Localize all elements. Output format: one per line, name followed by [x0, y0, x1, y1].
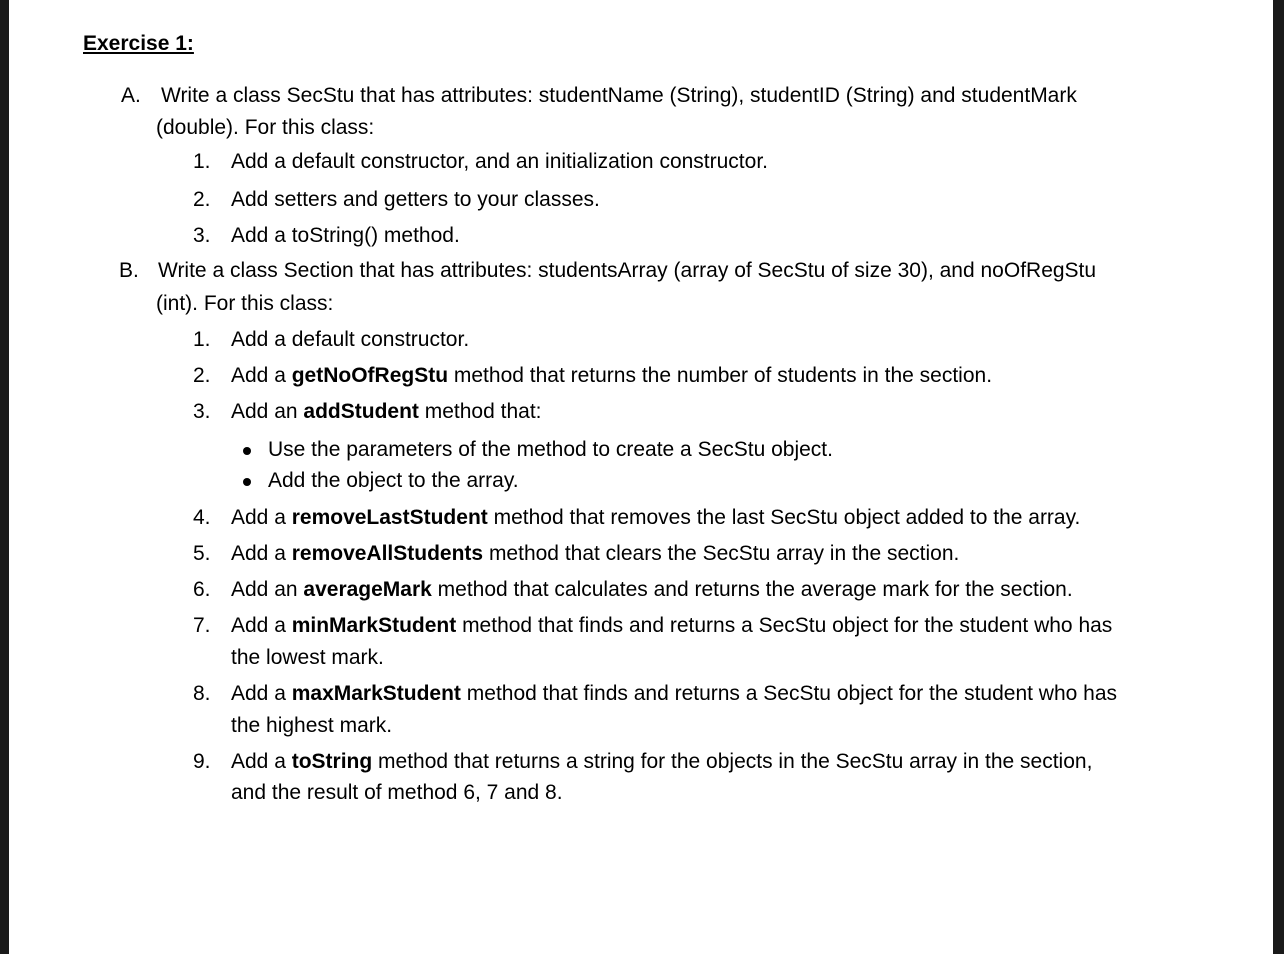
part-a-item-3: Add a toString() method. — [231, 224, 460, 247]
part-b-line-2: (int). For this class: — [156, 292, 334, 315]
part-a-line-2: (double). For this class: — [156, 116, 375, 139]
method-name-maxMarkStudent: maxMarkStudent — [291, 682, 461, 705]
part-b-item-3: Add an addStudent method that: — [231, 400, 542, 423]
part-a-item-1-num: 1. — [193, 150, 211, 173]
part-a-line-1: Write a class SecStu that has attributes: studentName (String), studentID (String) and studentMark — [161, 84, 1077, 107]
bullet-item-2: Add the object to the array. — [268, 469, 519, 492]
part-b-item-9-cont: and the result of method 6, 7 and 8. — [231, 781, 563, 804]
part-b-item-8-cont: the highest mark. — [231, 714, 393, 737]
document-page — [9, 0, 1273, 954]
part-a-marker: A. — [121, 84, 141, 107]
part-a-item-2-num: 2. — [193, 188, 211, 211]
part-a-item-2: Add setters and getters to your classes. — [231, 188, 600, 211]
part-b-item-5: Add a removeAllStudents method that clears the SecStu array in the section. — [231, 542, 960, 565]
part-b-item-6: Add an averageMark method that calculates and returns the average mark for the section. — [231, 578, 1073, 601]
method-name-removeAllStudents: removeAllStudents — [291, 542, 484, 565]
method-name-averageMark: averageMark — [303, 578, 432, 601]
part-b-item-4: Add a removeLastStudent method that removes the last SecStu object added to the array. — [231, 506, 1081, 529]
method-name-addStudent: addStudent — [303, 400, 419, 423]
method-name-toString: toString — [291, 750, 373, 773]
bullet-icon — [243, 478, 251, 486]
part-b-item-4-num: 4. — [193, 506, 211, 529]
part-b-item-1-num: 1. — [193, 328, 211, 351]
part-b-item-3-num: 3. — [193, 400, 211, 423]
part-b-item-2-num: 2. — [193, 364, 211, 387]
method-name-getNoOfRegStu: getNoOfRegStu — [291, 364, 449, 387]
part-a-item-1: Add a default constructor, and an initialization constructor. — [231, 150, 768, 173]
part-b-item-9-num: 9. — [193, 750, 211, 773]
part-b-item-8-num: 8. — [193, 682, 211, 705]
bullet-icon — [243, 447, 251, 455]
method-name-removeLastStudent: removeLastStudent — [291, 506, 488, 529]
part-b-item-7-cont: the lowest mark. — [231, 646, 384, 669]
part-b-item-9: Add a toString method that returns a string for the objects in the SecStu array in the section, — [231, 750, 1093, 773]
bullet-item-1: Use the parameters of the method to create a SecStu object. — [268, 438, 833, 461]
part-a-item-3-num: 3. — [193, 224, 211, 247]
part-b-item-8: Add a maxMarkStudent method that finds and returns a SecStu object for the student who has — [231, 682, 1118, 705]
part-b-line-1: Write a class Section that has attributes: studentsArray (array of SecStu of size 30), and noOfRegStu — [158, 259, 1097, 282]
part-b-item-2: Add a getNoOfRegStu method that returns the number of students in the section. — [231, 364, 993, 387]
part-b-item-6-num: 6. — [193, 578, 211, 601]
part-b-marker: B. — [119, 259, 139, 282]
part-b-item-1: Add a default constructor. — [231, 328, 470, 351]
part-b-item-7-num: 7. — [193, 614, 211, 637]
exercise-title: Exercise 1: — [83, 32, 194, 55]
part-b-item-5-num: 5. — [193, 542, 211, 565]
part-b-item-7: Add a minMarkStudent method that finds and returns a SecStu object for the student who has — [231, 614, 1113, 637]
method-name-minMarkStudent: minMarkStudent — [291, 614, 457, 637]
